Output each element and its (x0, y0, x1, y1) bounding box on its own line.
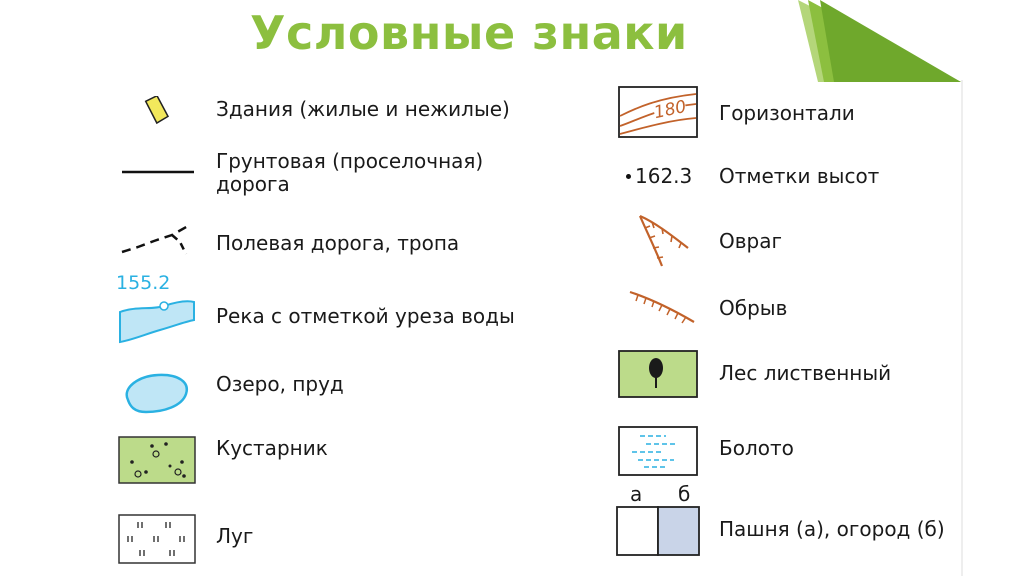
legend-label-ravine: Овраг (719, 229, 782, 253)
legend-label-swamp: Болото (719, 436, 794, 460)
deciduous-forest-icon (618, 350, 698, 398)
shrub-icon (118, 436, 196, 484)
legend-label-deciduous-forest: Лес лиственный (719, 361, 892, 385)
legend-label-dirt-road: Грунтовая (проселочная) (216, 149, 484, 173)
elevation-mark-dot (626, 174, 631, 179)
legend-label-cliff: Обрыв (719, 296, 788, 320)
page-title: Условные знаки (250, 6, 688, 60)
decorative-triangle-icon (798, 0, 968, 82)
meadow-icon (118, 514, 196, 564)
river-elevation-label: 155.2 (116, 272, 171, 294)
contour-elevation-label: 180 (652, 96, 689, 124)
legend-label-dirt-road-2: дорога (216, 172, 290, 196)
legend-label-shrub: Кустарник (216, 436, 328, 460)
ravine-icon (636, 212, 694, 270)
legend-label-field-road: Полевая дорога, тропа (216, 231, 460, 255)
lake-icon (120, 370, 192, 416)
legend-label-field-garden: Пашня (а), огород (б) (719, 517, 945, 541)
legend-label-buildings: Здания (жилые и нежилые) (216, 97, 510, 121)
river-icon (116, 292, 198, 350)
swamp-icon (618, 426, 698, 476)
dirt-road-icon (120, 168, 196, 176)
field-subscript-a: а (630, 482, 643, 506)
field-garden-icon (616, 506, 700, 556)
legend-label-river: Река с отметкой уреза воды (216, 304, 515, 328)
divider (961, 80, 963, 576)
elevation-mark-value: 162.3 (635, 164, 693, 188)
cliff-icon (628, 288, 698, 328)
field-road-icon (118, 222, 194, 258)
legend-label-contours: Горизонтали (719, 101, 855, 125)
garden-subscript-b: б (678, 482, 691, 506)
legend-label-elevation-marks: Отметки высот (719, 164, 880, 188)
legend-label-meadow: Луг (216, 524, 254, 548)
building-icon (140, 96, 172, 130)
legend-label-lake: Озеро, пруд (216, 372, 344, 396)
